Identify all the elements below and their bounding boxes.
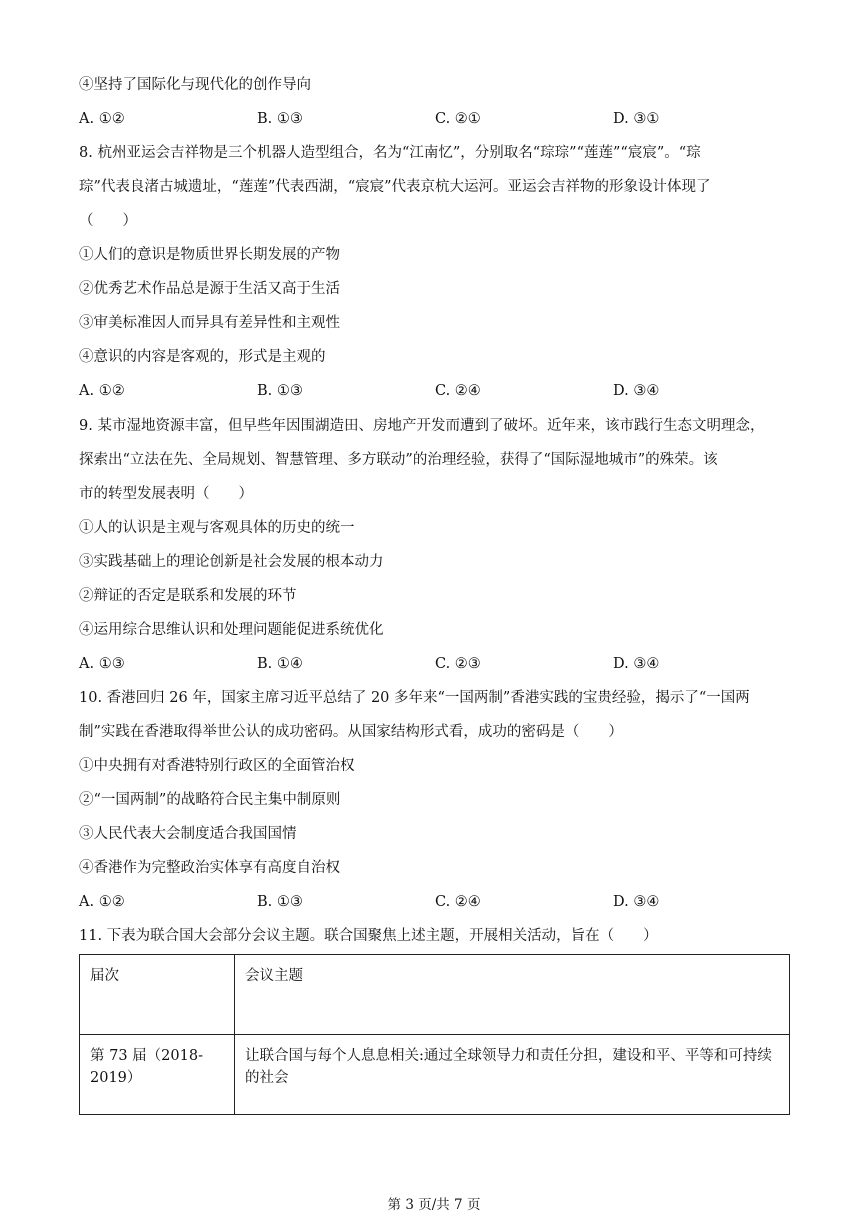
q11-stem: 11. 下表为联合国大会部分会议主题。联合国聚焦上述主题，开展相关活动，旨在（ ） (79, 928, 658, 944)
q8-item-1: ①人们的意识是物质世界长期发展的产物 (79, 247, 340, 263)
q10-item-2: ②“一国两制”的战略符合民主集中制原则 (79, 792, 341, 808)
q9-option-d: D. ③④ (613, 656, 660, 672)
q10-item-4: ④香港作为完整政治实体享有高度自治权 (79, 860, 340, 876)
page-footer: 第 3 页/共 7 页 (387, 1197, 481, 1213)
q9-options (79, 654, 799, 674)
q10-stem-line-2: 制”实践在香港取得举世公认的成功密码。从国家结构形式看，成功的密码是（ ） (79, 724, 623, 740)
q7-item-4: ④坚持了国际化与现代化的创作导向 (79, 77, 311, 93)
q8-options (79, 381, 799, 401)
q9-item-1: ①人的认识是主观与客观具体的历史的统一 (79, 520, 355, 536)
q10-options (79, 892, 799, 912)
q8-item-2: ②优秀艺术作品总是源于生活又高于生活 (79, 281, 340, 297)
q8-stem-line-3: （ ） (79, 213, 137, 229)
q10-option-b: B. ①③ (257, 894, 303, 910)
q10-item-3: ③人民代表大会制度适合我国国情 (79, 826, 297, 842)
table-row (80, 1035, 790, 1115)
q9-option-b: B. ①④ (257, 656, 303, 672)
q9-item-2: ③实践基础上的理论创新是社会发展的根本动力 (79, 554, 384, 570)
q8-item-3: ③审美标准因人而异具有差异性和主观性 (79, 315, 340, 331)
q10-stem-line-1: 10. 香港回归 26 年，国家主席习近平总结了 20 多年来“一国两制”香港实践的宝贵经验，揭示了“一国两 (79, 690, 750, 706)
table-cell-session: 第 73 届（2018-2019） (80, 1035, 235, 1115)
q8-stem-line-2: 琮”代表良渚古城遗址，“莲莲”代表西湖，“宸宸”代表京杭大运河。亚运会吉祥物的形象设计体现了 (79, 179, 711, 195)
q7-options (79, 109, 799, 129)
q8-option-d: D. ③④ (613, 383, 660, 399)
table-header-row (80, 955, 790, 1035)
q8-option-b: B. ①③ (257, 383, 303, 399)
table-cell-theme: 让联合国与每个人息息相关:通过全球领导力和责任分担，建设和平、平等和可持续的社会 (235, 1035, 790, 1115)
q10-option-c: C. ②④ (435, 894, 481, 910)
table-header-session: 届次 (80, 955, 235, 1035)
q9-stem-line-2: 探索出“立法在先、全局规划、智慧管理、多方联动”的治理经验，获得了“国际湿地城市”的殊荣。该 (79, 452, 718, 468)
q10-item-1: ①中央拥有对香港特别行政区的全面管治权 (79, 758, 355, 774)
q8-option-a: A. ①② (79, 383, 125, 399)
q9-item-4: ④运用综合思维认识和处理问题能促进系统优化 (79, 622, 384, 638)
q8-stem-line-1: 8. 杭州亚运会吉祥物是三个机器人造型组合，名为“江南忆”，分别取名“琮琮”“莲莲”“宸宸”。“琮 (79, 145, 701, 161)
table-header-theme: 会议主题 (235, 955, 790, 1035)
q7-option-d: D. ③① (613, 111, 660, 127)
q7-option-a: A. ①② (79, 111, 125, 127)
q10-option-d: D. ③④ (613, 894, 660, 910)
q9-option-a: A. ①③ (79, 656, 125, 672)
q7-option-b: B. ①③ (257, 111, 303, 127)
q9-item-3: ②辩证的否定是联系和发展的环节 (79, 588, 297, 604)
q9-stem-line-3: 市的转型发展表明（ ） (79, 486, 253, 502)
q8-option-c: C. ②④ (435, 383, 481, 399)
q7-option-c: C. ②① (435, 111, 481, 127)
q9-stem-line-1: 9. 某市湿地资源丰富，但早些年因围湖造田、房地产开发而遭到了破坏。近年来，该市践行生态文明理念， (79, 418, 765, 434)
q11-table (79, 954, 790, 1115)
q10-option-a: A. ①② (79, 894, 125, 910)
q8-item-4: ④意识的内容是客观的，形式是主观的 (79, 349, 326, 365)
q9-option-c: C. ②③ (435, 656, 481, 672)
